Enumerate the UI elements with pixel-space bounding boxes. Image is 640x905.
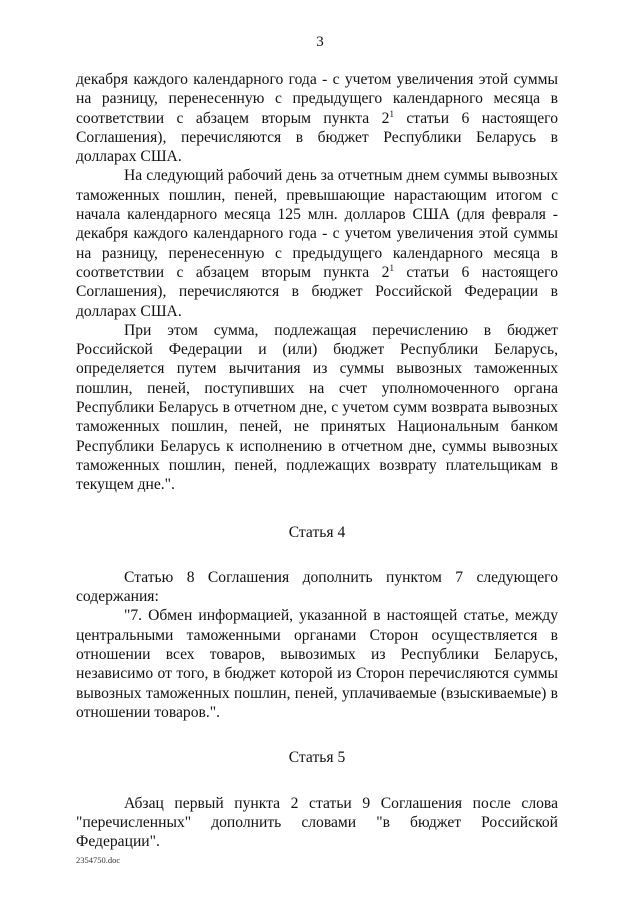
paragraph-2-superscript: 1 — [389, 262, 394, 273]
document-footer: 2354750.doc — [76, 855, 121, 865]
paragraph-2-text: На следующий рабочий день за отчетным днем суммы вывозных таможенных пошлин, пеней, превышающие нарастающим итогом с начала календарного месяца 125 млн. долларов США (для февраля - декабря каждого календарного года - с учетом увеличения этой суммы на разницу, перенесенную с предыдущего календарного месяца в соответствии с абзацем вторым пункта 2 — [76, 167, 558, 281]
article-5-text: Абзац первый пункта 2 статьи 9 Соглашения после слова "перечисленных" дополнить словами "в бюджет Российской Федерации". — [76, 794, 558, 851]
paragraph-1-superscript: 1 — [389, 108, 394, 119]
paragraph-1-tail: статьи 6 настоящего Соглашения), перечисляются в бюджет Республики Беларусь в долларах США. — [76, 109, 558, 166]
page-number: 3 — [316, 34, 324, 50]
paragraph-1 — [76, 70, 558, 166]
paragraph-2-tail: статьи 6 настоящего Соглашения), перечисляются в бюджет Российской Федерации в долларах США. — [76, 263, 558, 320]
article-4-intro: Статью 8 Соглашения дополнить пунктом 7 следующего содержания: — [76, 568, 558, 606]
article-4-heading: Статья 4 — [288, 523, 346, 541]
article-4-text: "7. Обмен информацией, указанной в настоящей статье, между центральными таможенными органами Сторон осуществляется в отношении всех товаров, вывозимых из Республики Беларусь, независимо от того, в бюджет которой из Сторон перечисляются суммы вывозных таможенных пошлин, пеней, уплачиваемые (взыскиваемые) в отношении товаров.". — [76, 607, 558, 721]
paragraph-1-text: декабря каждого календарного года - с учетом увеличения этой суммы на разницу, перенесенную с предыдущего календарного месяца в соответствии с абзацем вторым пункта 2 — [76, 71, 558, 127]
paragraph-3: При этом сумма, подлежащая перечислению в бюджет Российской Федерации и (или) бюджет Республики Беларусь, определяется путем вычитания из суммы вывозных таможенных пошлин, пеней, поступивших на счет уполномоченного органа Республики Беларусь в отчетном дне, с учетом сумм возврата вывозных таможенных пошлин, пеней, не принятых Национальным банком Республики Беларусь к исполнению в отчетном дне, суммы вывозных таможенных пошлин, пеней, подлежащих возврату плательщикам в текущем дне.". — [76, 321, 558, 494]
document-body — [76, 70, 558, 851]
article-5-heading: Статья 5 — [288, 749, 346, 767]
paragraph-2 — [76, 166, 558, 320]
